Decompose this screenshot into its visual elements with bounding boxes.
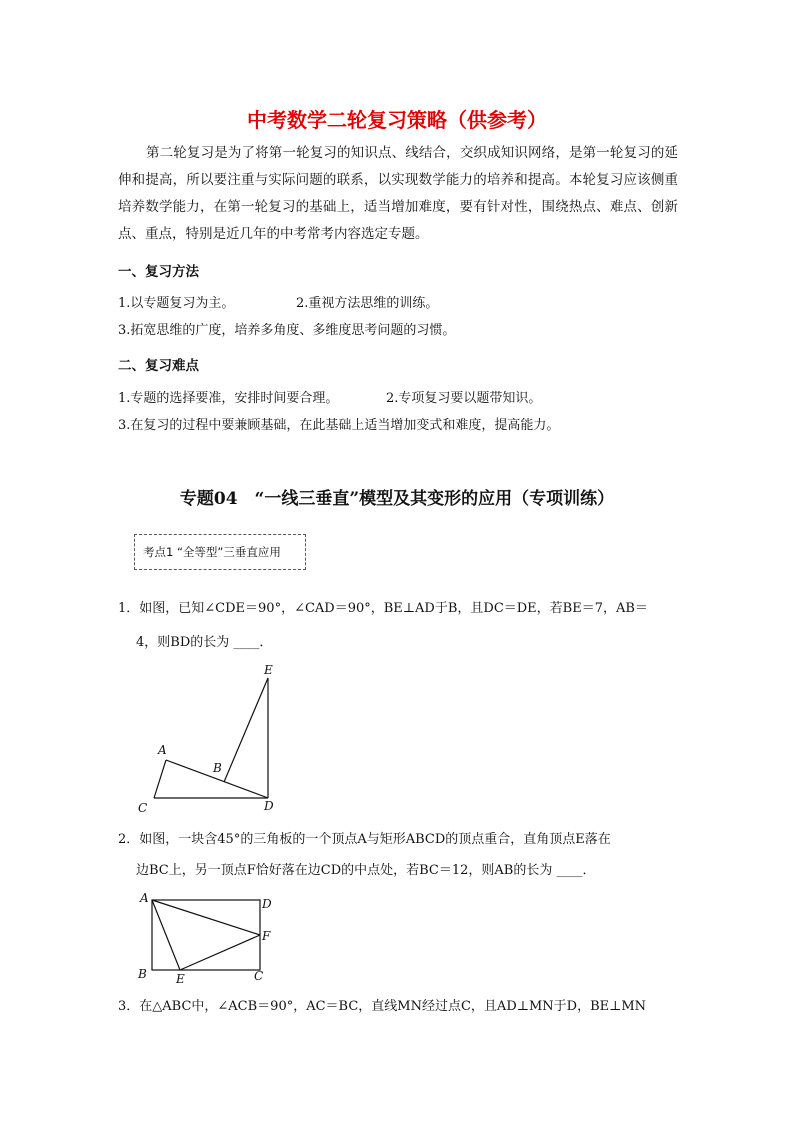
segment-ae — [152, 900, 180, 970]
question-1-figure — [130, 660, 290, 816]
point-label-a: A — [158, 743, 167, 757]
point-label-f: F — [262, 929, 271, 943]
point-label-b: B — [138, 967, 147, 981]
question-1-line-2: 4，则BD的长为 ____． — [136, 635, 273, 650]
method-item-3: 3.拓宽思维的广度，培养多角度、多维度思考问题的习惯。 — [118, 323, 456, 338]
segment-eb — [224, 678, 268, 782]
question-2-line-2: 边BC上，另一顶点F恰好落在边CD的中点处，若BC＝12，则AB的长为 ____． — [136, 863, 596, 878]
section-heading-methods: 一、复习方法 — [118, 264, 199, 280]
method-item-2: 2.重视方法思维的训练。 — [296, 296, 439, 311]
rectangle-abcd — [152, 900, 260, 970]
point-label-a: A — [140, 891, 149, 905]
question-1-line-1: 1．如图，已知∠CDE＝90°，∠CAD＝90°，BE⊥AD于B，且DC＝DE，若BE＝7，AB＝ — [118, 601, 648, 616]
point-label-c: C — [254, 969, 264, 983]
point-label-b: B — [213, 761, 222, 775]
segment-ca — [154, 760, 166, 798]
difficulty-item-2: 2.专项复习要以题带知识。 — [386, 391, 542, 406]
difficulty-item-3: 3.在复习的过程中要兼顾基础，在此基础上适当增加变式和难度，提高能力。 — [118, 418, 560, 433]
difficulty-item-1: 1.专题的选择要准，安排时间要合理。 — [118, 391, 339, 406]
point-label-e: E — [176, 972, 185, 986]
page-title: 中考数学二轮复习策略（供参考） — [247, 108, 547, 132]
segment-ef — [180, 935, 260, 970]
segment-af — [152, 900, 260, 935]
topic-title: 专题04 “一线三垂直”模型及其变形的应用（专项训练） — [179, 489, 615, 509]
method-item-1: 1.以专题复习为主。 — [118, 296, 235, 311]
point-label-e: E — [264, 663, 273, 677]
point-label-d: D — [262, 897, 272, 911]
point-label-c: C — [138, 801, 148, 815]
kaodian-box: 考点1 “全等型”三垂直应用 — [134, 534, 306, 570]
question-2-figure — [134, 888, 284, 986]
intro-paragraph: 第二轮复习是为了将第一轮复习的知识点、线结合，交织成知识网络，是第一轮复习的延伸和提高，所以要注重与实际问题的联系，以实现数学能力的培养和提高。本轮复习应该侧重培养数学能力，在第一轮复习的基础上，适当增加难度，要有针对性，围绕热点、难点、创新点、重点，特别是近几年的中考常考内容选定专题。 — [118, 145, 678, 242]
question-2-line-1: 2．如图，一块含45°的三角板的一个顶点A与矩形ABCD的顶点重合，直角顶点E落在 — [118, 832, 611, 847]
section-heading-difficulties: 二、复习难点 — [118, 358, 199, 374]
point-label-d: D — [264, 799, 274, 813]
question-3-line-1: 3．在△ABC中，∠ACB＝90°，AC＝BC，直线MN经过点C，且AD⊥MN于D，BE⊥MN — [118, 999, 647, 1014]
